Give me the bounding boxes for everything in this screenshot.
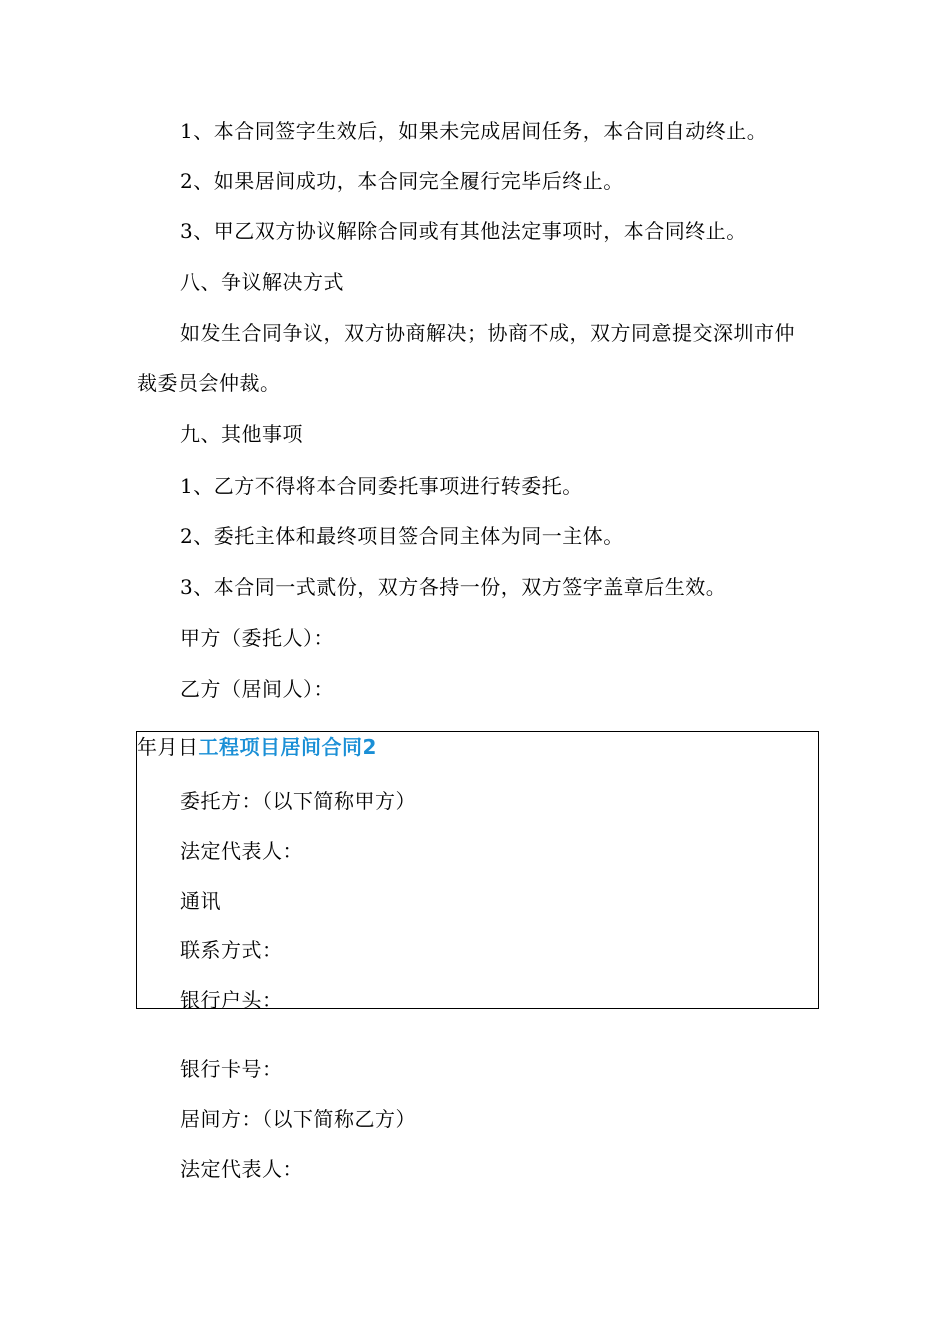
clause-7-2: 2、如果居间成功，本合同完全履行完毕后终止。 [180, 169, 624, 193]
clause-9-2: 2、委托主体和最终项目签合同主体为同一主体。 [180, 524, 624, 548]
section-9-title: 九、其他事项 [180, 422, 303, 446]
field-intermediary-legal-rep: 法定代表人： [180, 1157, 303, 1181]
clause-7-1: 1、本合同签字生效后，如果未完成居间任务，本合同自动终止。 [180, 119, 768, 143]
box-field-client: 委托方：（以下简称甲方） [180, 789, 416, 813]
party-b-signature: 乙方（居间人）： [180, 677, 334, 701]
clause-9-3: 3、本合同一式贰份，双方各持一份，双方签字盖章后生效。 [180, 575, 727, 599]
section-8-title: 八、争议解决方式 [180, 270, 344, 294]
box-field-address: 通讯 [180, 889, 221, 913]
box-field-legal-rep: 法定代表人： [180, 839, 303, 863]
contract-header-box [136, 731, 819, 1009]
contract-heading: 工程项目居间合同2 [198, 735, 377, 759]
box-title-line [137, 733, 377, 761]
section-8-paragraph-line-1: 如发生合同争议，双方协商解决；协商不成，双方同意提交深圳市仲 [180, 321, 795, 345]
clause-9-1: 1、乙方不得将本合同委托事项进行转委托。 [180, 474, 583, 498]
box-field-bank-account: 银行户头： [180, 988, 283, 1012]
field-bank-card: 银行卡号： [180, 1057, 283, 1081]
date-prefix: 年月日 [137, 735, 199, 759]
section-8-paragraph-line-2: 裁委员会仲裁。 [137, 371, 281, 395]
box-field-contact: 联系方式： [180, 938, 283, 962]
clause-7-3: 3、甲乙双方协议解除合同或有其他法定事项时，本合同终止。 [180, 219, 747, 243]
party-a-signature: 甲方（委托人）： [180, 626, 334, 650]
field-intermediary: 居间方：（以下简称乙方） [180, 1107, 416, 1131]
